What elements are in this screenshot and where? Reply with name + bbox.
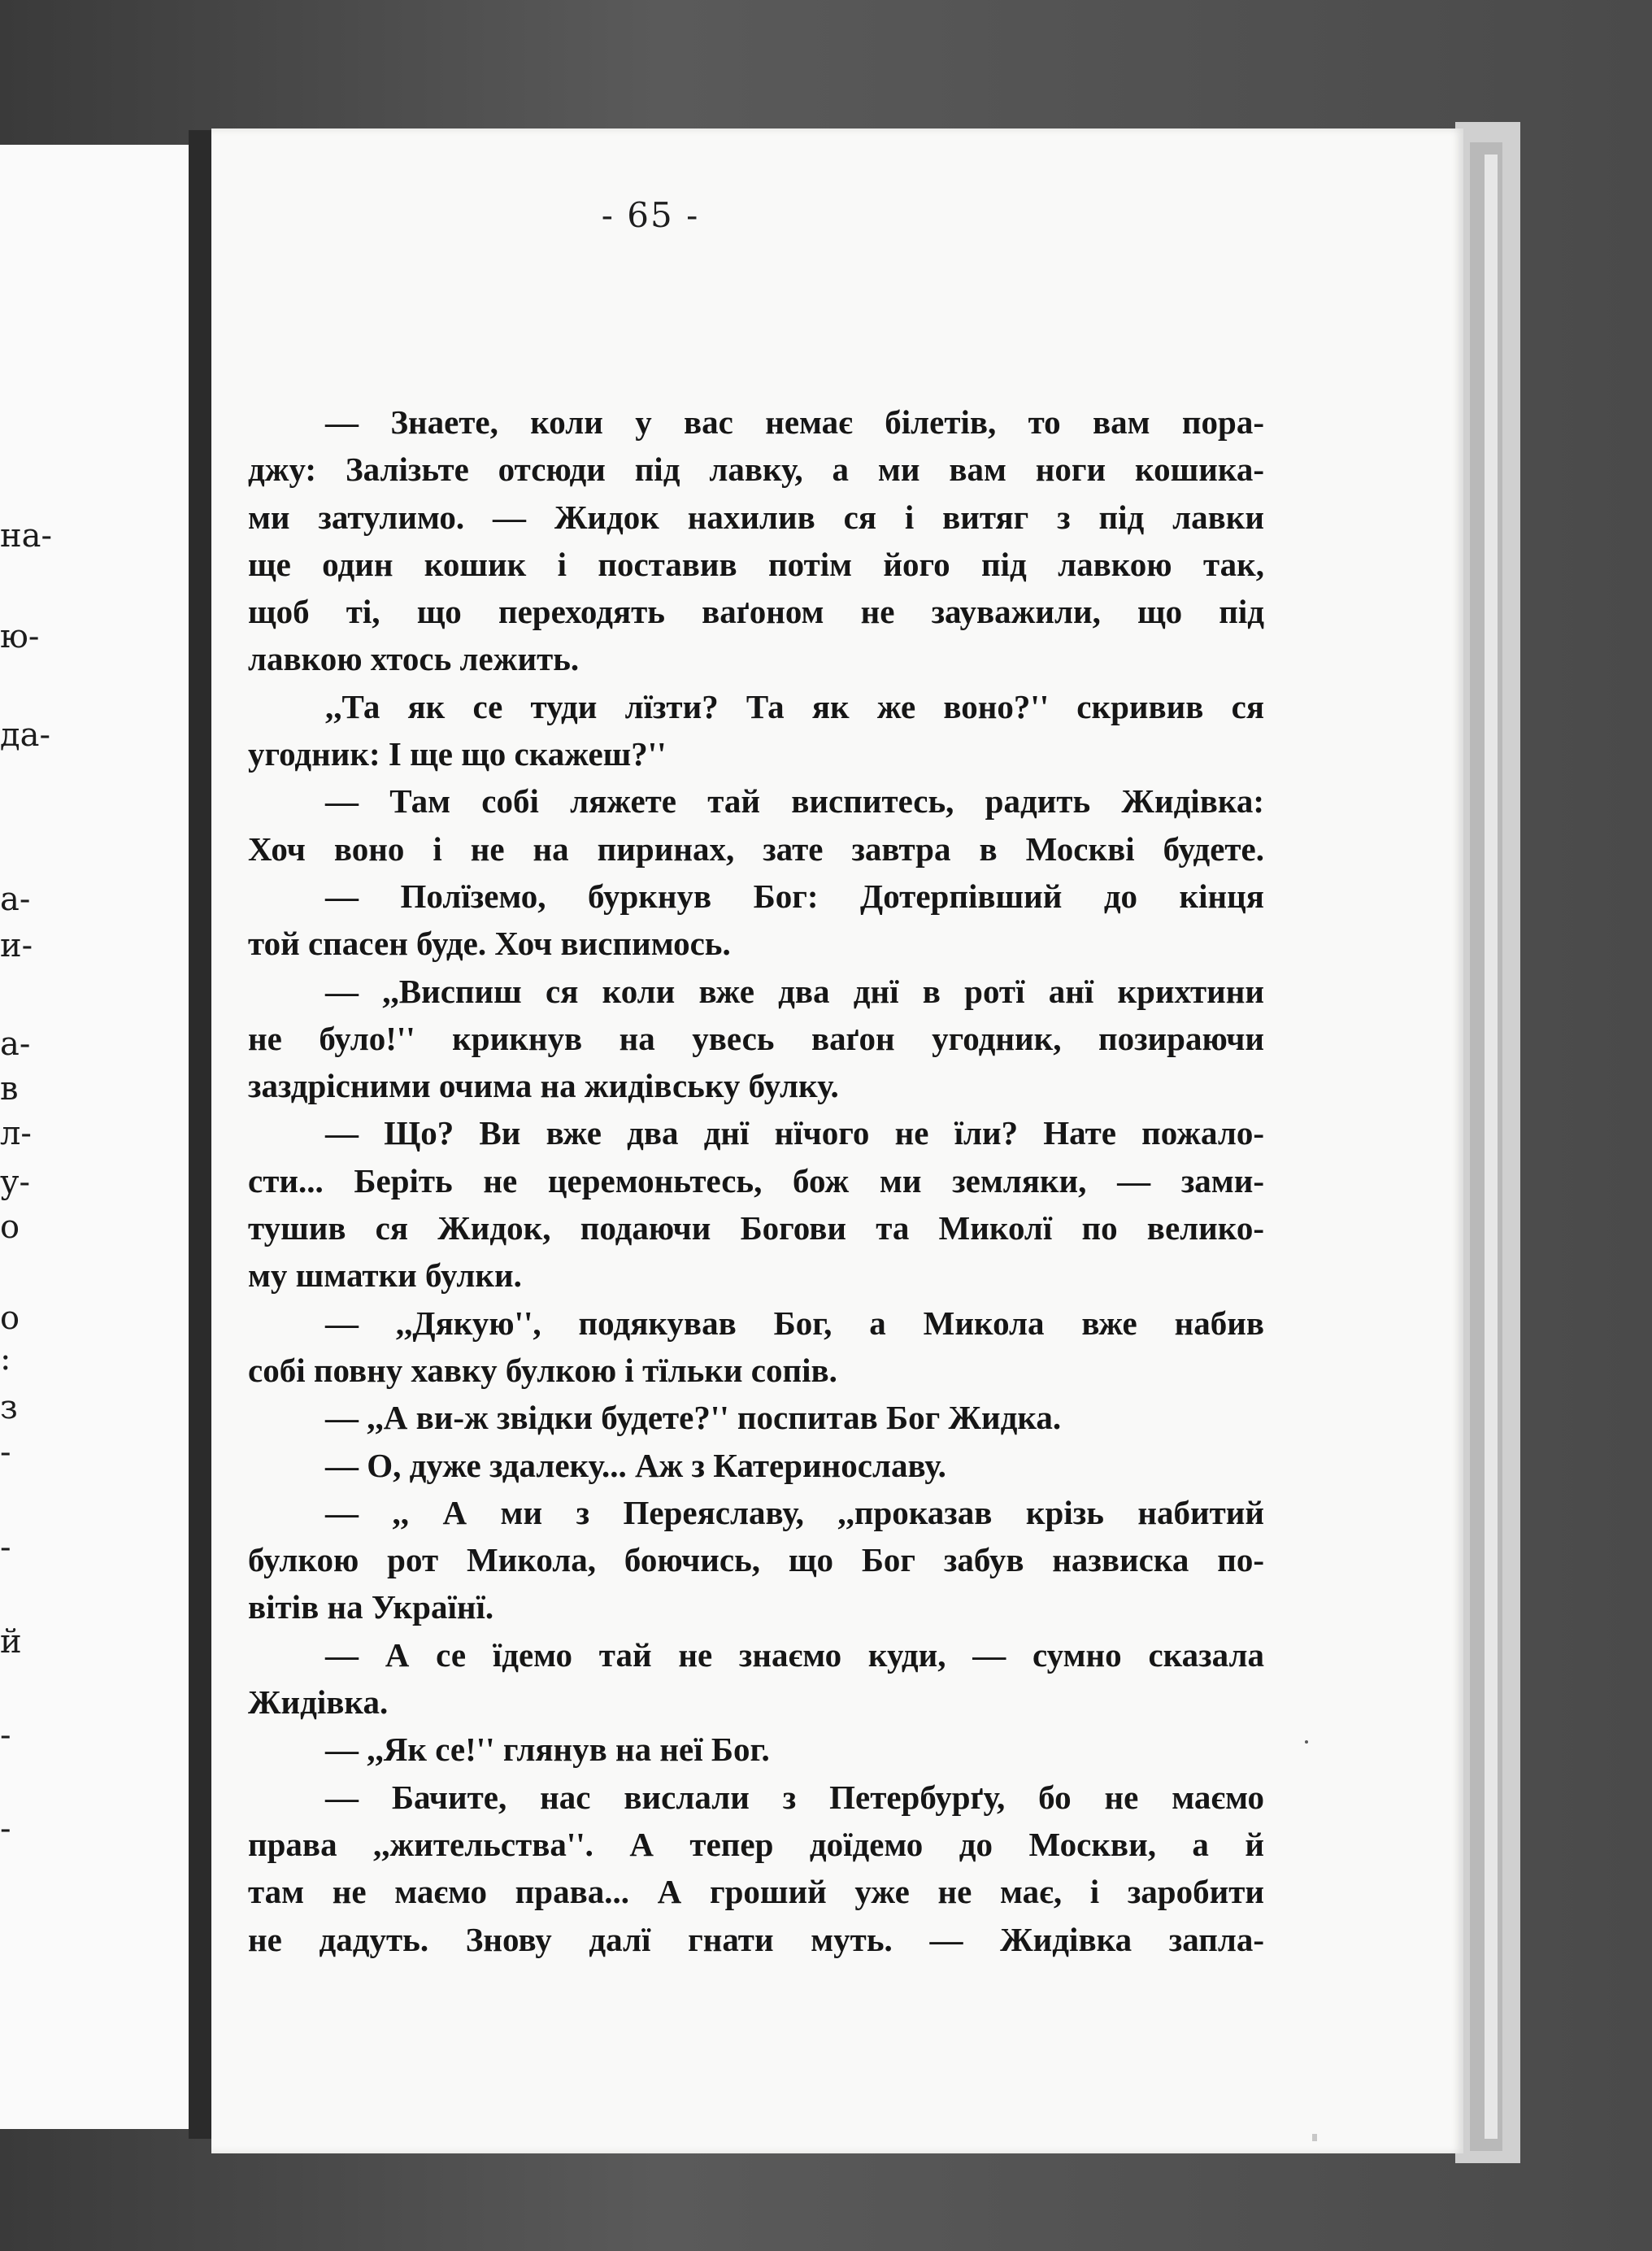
text-line: ми затулимо. — Жидок нахилив ся і витяг з під лавки [248,498,1264,536]
text-line: — ,,Виспиш ся коли вже два днї в ротї анї крихтини [325,972,1264,1010]
left-page-fragment: л- [0,1115,32,1152]
text-line: Хоч воно і не на пиринах, зате завтра в Москві будете. [248,829,1264,868]
left-page-fragment: на- [0,517,53,555]
text-line: — Полїземо, буркнув Бог: Дотерпівший до кінця [325,877,1264,915]
left-page-fragment: ю- [0,618,40,655]
body-text [248,398,1264,1963]
text-line: заздрісними очима на жидівську булку. [248,1067,839,1105]
page-stack-edge [1485,155,1498,2139]
text-line: — ,,Дякую'', подякував Бог, а Микола вже набив [325,1304,1264,1342]
scan-speck [1312,2134,1317,2141]
book-gutter [189,130,211,2139]
left-page-fragment: : [0,1340,11,1378]
text-line: — А се їдемо тай не знаємо куди, — сумно сказала [325,1635,1264,1674]
text-line: ще один кошик і поставив потім його під лавкою так, [248,545,1264,583]
text-line: тушив ся Жидок, подаючи Богови та Миколї по велико- [248,1209,1264,1247]
left-page-fragment: - [0,1529,11,1566]
text-line: — ,, А ми з Переяславу, ,,проказав крізь набитий [325,1493,1264,1531]
text-line: — Бачите, нас вислали з Петербурґу, бо не маємо [325,1778,1264,1816]
text-line: — Знаете, коли у вас немає білетів, то вам пора- [325,403,1264,441]
left-page-fragment: - [0,1810,11,1848]
left-page-fragment: з [0,1389,18,1426]
text-line: права ,,жительства''. А тепер доїдемо до Москви, а й [248,1825,1264,1863]
text-line: — ,,А ви-ж звідки будете?'' поспитав Бог Жидка. [325,1399,1062,1437]
scan-speck [1305,1740,1308,1744]
text-line: там не маємо права... А гроший уже не має, і заробити [248,1873,1264,1911]
left-page-fragment: й [0,1623,22,1661]
text-line: угодник: І ще що скажеш?'' [248,735,667,773]
page-number: - 65 - [601,195,700,235]
text-line: лавкою хтось лежить. [248,640,580,678]
left-page-fragment: - [0,1434,11,1471]
text-line: — Що? Ви вже два днї нїчого не їли? Нате пожало- [325,1114,1264,1152]
text-line: ,,Та як се туди лїзти? Та як же воно?'' скривив ся [325,687,1264,725]
text-line: той спасен буде. Хоч виспимось. [248,925,731,963]
text-line: не було!'' крикнув на увесь ваґон угодник, позираючи [248,1019,1264,1057]
text-line: Жидівка. [248,1683,389,1722]
left-page-fragment: о [0,1208,20,1246]
text-line: — Там собі ляжете тай виспитесь, радить Жидівка: [325,782,1264,821]
text-line: му шматки булки. [248,1256,522,1295]
left-page-fragment: да- [0,716,50,754]
left-page-fragment: о [0,1300,20,1337]
left-page-fragment: а- [0,881,31,918]
left-page-fragment: - [0,1717,11,1754]
left-page-fragment: а- [0,1025,31,1063]
text-line: собі повну хавку булкою і тїльки сопів. [248,1351,837,1389]
text-line: не дадуть. Знову далї гнати муть. — Жидівка запла- [248,1920,1264,1958]
text-line: щоб ті, що переходять ваґоном не зауважили, що під [248,593,1264,631]
left-page-fragment: в [0,1070,19,1108]
text-line: джу: Залізьте отсюди під лавку, а ми вам ноги кошика- [248,451,1264,489]
left-page-fragment: и- [0,927,33,964]
left-page-fragment: у- [0,1164,31,1201]
text-line: — О, дуже здалеку... Аж з Катеринославу. [325,1446,946,1484]
text-line: вітів на Українї. [248,1588,494,1626]
text-line: — ,,Як се!'' глянув на неї Бог. [325,1731,770,1769]
text-line: сти... Беріть не церемоньтесь, бож ми земляки, — зами- [248,1161,1264,1200]
left-facing-page [0,145,189,2129]
text-line: булкою рот Микола, боючись, що Бог забув назвиска по- [248,1541,1264,1579]
